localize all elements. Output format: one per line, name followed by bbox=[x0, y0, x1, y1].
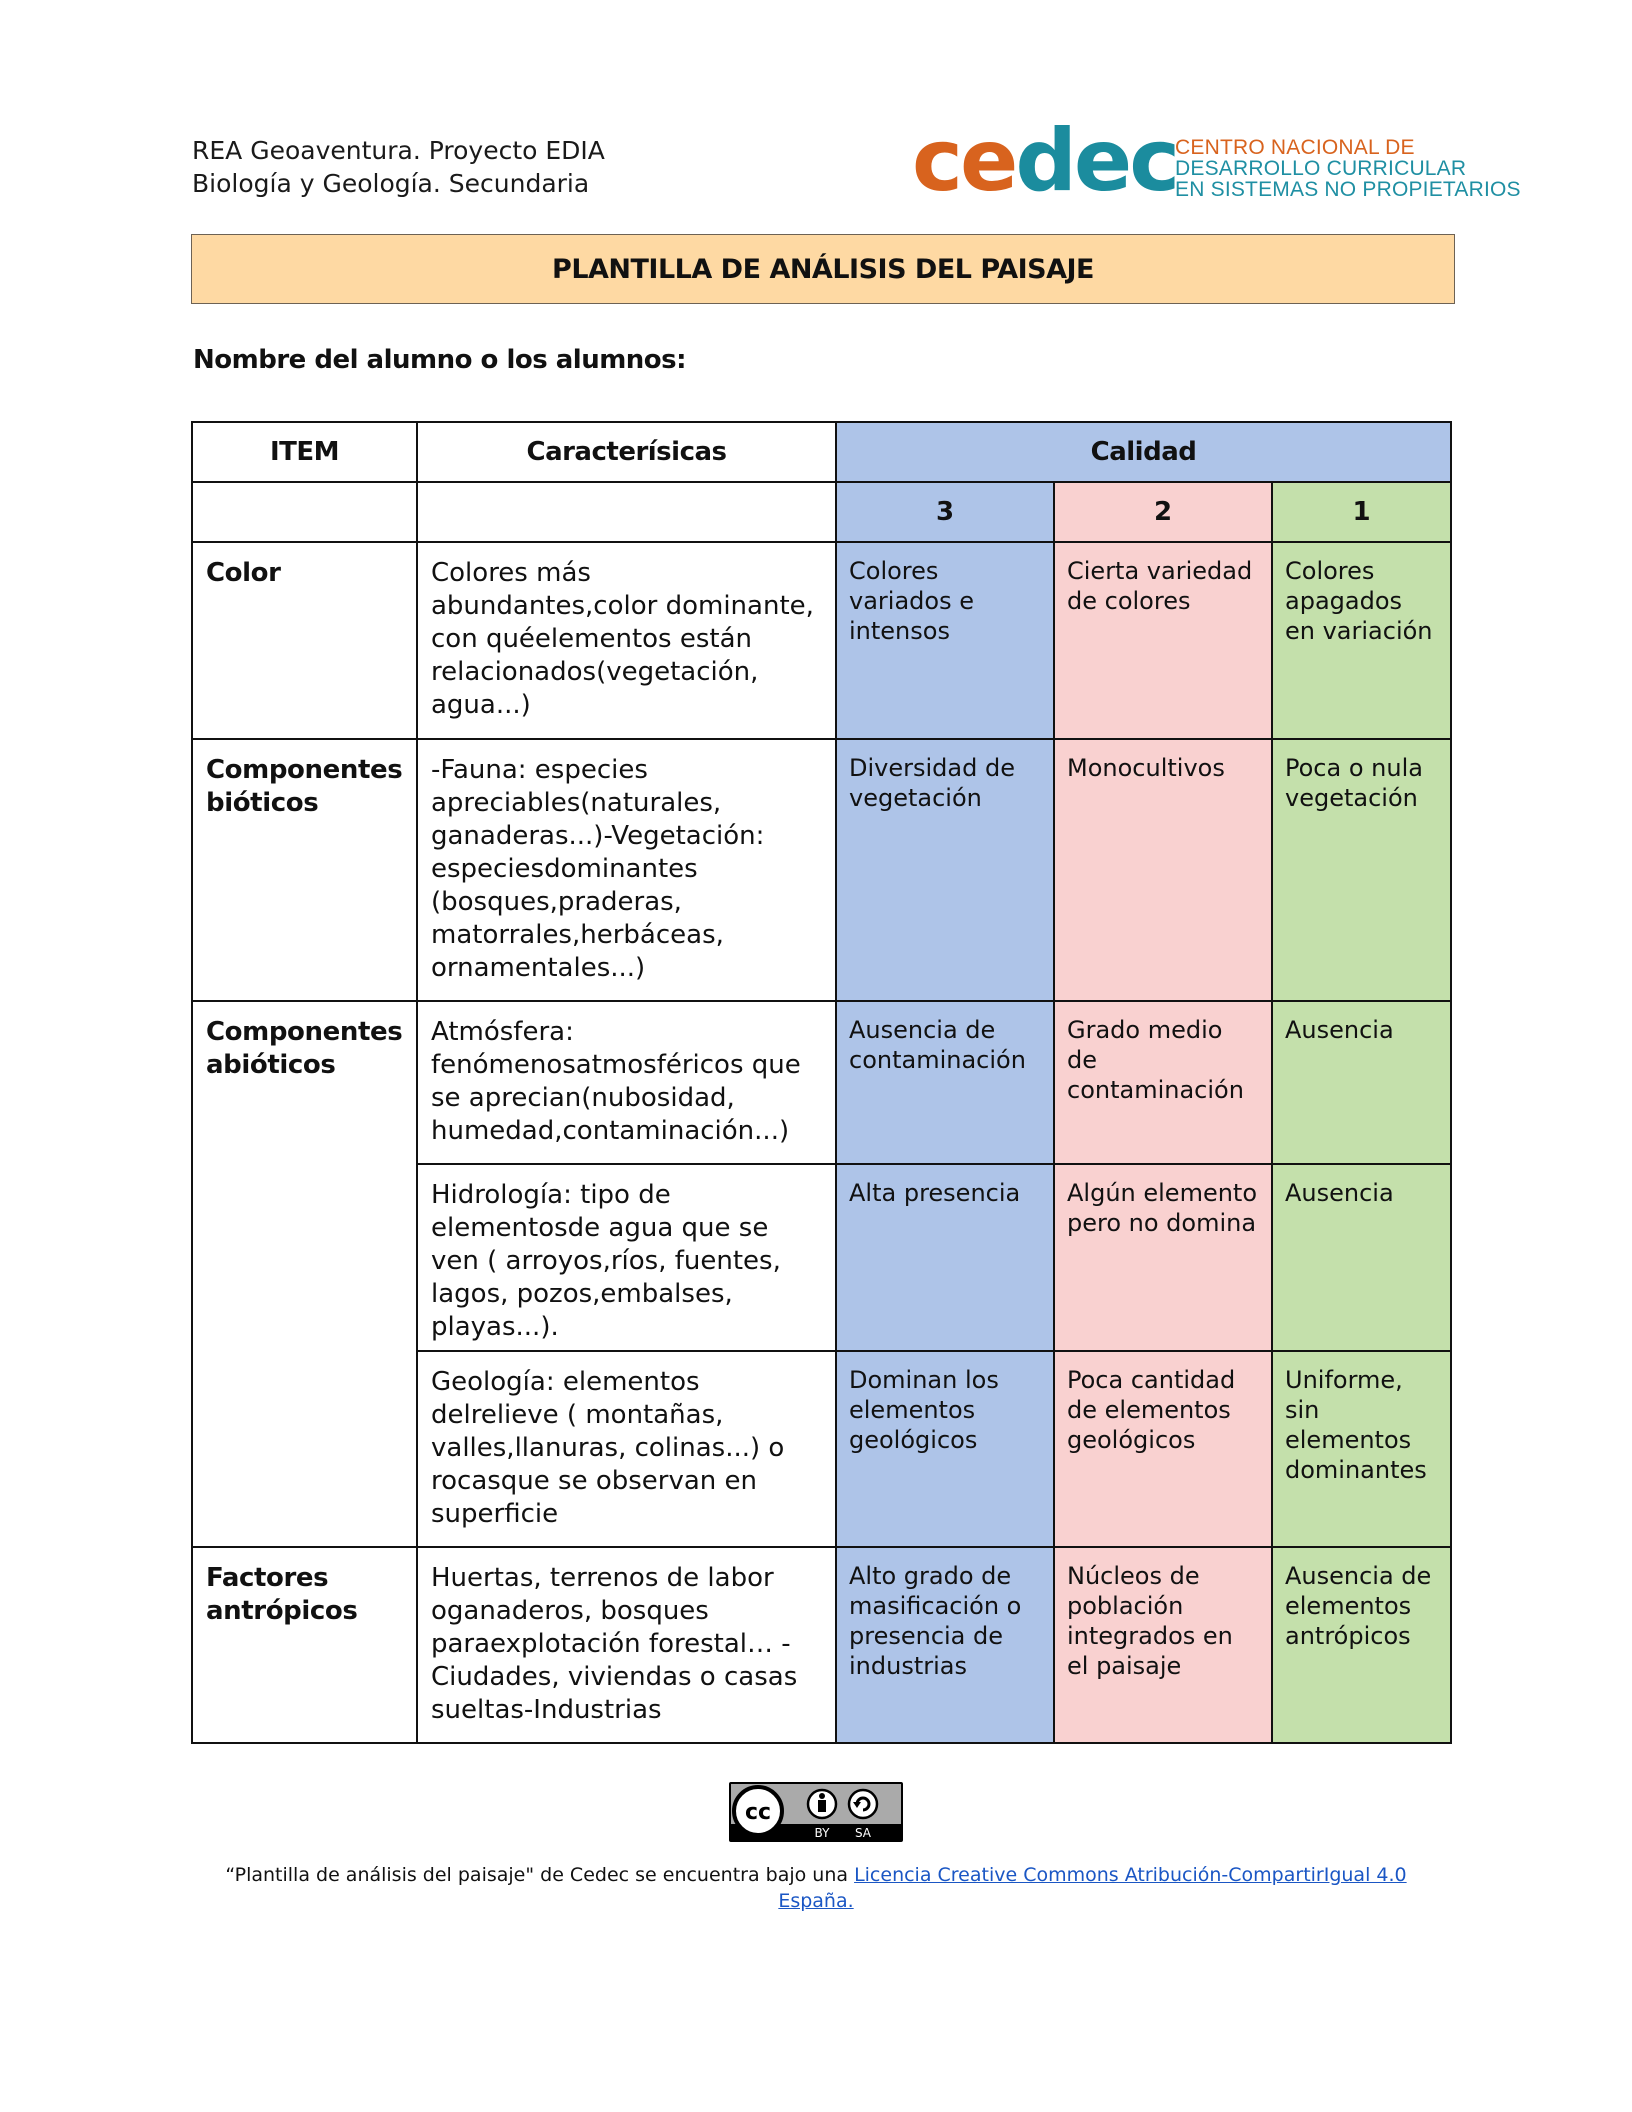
cedec-logo-subtitle bbox=[1175, 137, 1521, 200]
cedec-logo-wordmark bbox=[912, 111, 1178, 211]
document-header bbox=[192, 134, 605, 200]
table-header-row bbox=[192, 422, 1451, 482]
characteristics-cell: Colores más abundantes,color dominante, con quéelementos están relacionados(vegetación, agua...) bbox=[417, 542, 836, 739]
header-characteristics: Caracterísicas bbox=[417, 422, 836, 482]
svg-text:BY: BY bbox=[814, 1826, 830, 1840]
quality-1-cell: Ausencia de elementos antrópicos bbox=[1272, 1547, 1451, 1743]
table-row bbox=[192, 1001, 1451, 1164]
quality-2-cell: Monocultivos bbox=[1054, 739, 1272, 1001]
page-title: PLANTILLA DE ANÁLISIS DEL PAISAJE bbox=[191, 234, 1455, 304]
level-2: 2 bbox=[1054, 482, 1272, 542]
license-badge-wrapper bbox=[0, 1782, 1632, 1846]
logo-word-part2: dec bbox=[1015, 111, 1178, 211]
item-cell: Color bbox=[192, 542, 417, 739]
license-text-prefix: “Plantilla de análisis del paisaje" de Cedec se encuentra bajo una bbox=[225, 1864, 855, 1886]
svg-text:SA: SA bbox=[854, 1826, 872, 1840]
share-alike-icon bbox=[849, 1790, 877, 1818]
logo-sub-line1: CENTRO NACIONAL DE bbox=[1175, 136, 1415, 159]
levels-empty-cell bbox=[192, 482, 417, 542]
logo-sub-line3: EN SISTEMAS NO PROPIETARIOS bbox=[1175, 178, 1521, 201]
characteristics-cell: Huertas, terrenos de labor oganaderos, bosques paraexplotación forestal… -Ciudades, viviendas o casas sueltas-Industrias bbox=[417, 1547, 836, 1743]
quality-1-cell: Colores apagados en variación bbox=[1272, 542, 1451, 739]
quality-2-cell: Poca cantidad de elementos geológicos bbox=[1054, 1351, 1272, 1547]
student-names-label: Nombre del alumno o los alumnos: bbox=[193, 345, 687, 375]
levels-empty-cell bbox=[417, 482, 836, 542]
license-link[interactable]: Licencia Creative Commons Atribución-CompartirIgual 4.0 España. bbox=[778, 1864, 1407, 1912]
characteristics-cell: Atmósfera: fenómenosatmosféricos que se aprecian(nubosidad, humedad,contaminación...) bbox=[417, 1001, 836, 1164]
quality-2-cell: Cierta variedad de colores bbox=[1054, 542, 1272, 739]
landscape-rubric-table bbox=[191, 421, 1452, 1744]
header-item: ITEM bbox=[192, 422, 417, 482]
item-cell: Componentes bióticos bbox=[192, 739, 417, 1001]
quality-2-cell: Algún elemento pero no domina bbox=[1054, 1164, 1272, 1351]
quality-3-cell: Diversidad de vegetación bbox=[836, 739, 1054, 1001]
item-cell: Componentes abióticos bbox=[192, 1001, 417, 1547]
characteristics-cell: -Fauna: especies apreciables(naturales, ganaderas...)-Vegetación: especiesdominantes (bosques,praderas, matorrales,herbáceas, ornamentales...) bbox=[417, 739, 836, 1001]
header-project: REA Geoaventura. Proyecto EDIA bbox=[192, 136, 605, 165]
quality-3-cell: Colores variados e intensos bbox=[836, 542, 1054, 739]
table-row bbox=[192, 739, 1451, 1001]
characteristics-cell: Hidrología: tipo de elementosde agua que se ven ( arroyos,ríos, fuentes, lagos, pozos,embalses, playas...). bbox=[417, 1164, 836, 1351]
header-subject: Biología y Geología. Secundaria bbox=[192, 169, 590, 198]
quality-3-cell: Dominan los elementos geológicos bbox=[836, 1351, 1054, 1547]
level-3: 3 bbox=[836, 482, 1054, 542]
quality-3-cell: Ausencia de contaminación bbox=[836, 1001, 1054, 1164]
table-row bbox=[192, 1547, 1451, 1743]
quality-2-cell: Grado medio de contaminación bbox=[1054, 1001, 1272, 1164]
level-1: 1 bbox=[1272, 482, 1451, 542]
quality-1-cell: Ausencia bbox=[1272, 1164, 1451, 1351]
quality-3-cell: Alta presencia bbox=[836, 1164, 1054, 1351]
quality-1-cell: Uniforme, sin elementos dominantes bbox=[1272, 1351, 1451, 1547]
cc-by-sa-badge bbox=[729, 1782, 903, 1842]
header-quality: Calidad bbox=[836, 422, 1451, 482]
logo-sub-line2: DESARROLLO CURRICULAR bbox=[1175, 157, 1467, 180]
quality-1-cell: Poca o nula vegetación bbox=[1272, 739, 1451, 1001]
logo-word-part1: ce bbox=[912, 111, 1016, 211]
license-statement bbox=[200, 1862, 1432, 1914]
quality-3-cell: Alto grado de masificación o presencia de industrias bbox=[836, 1547, 1054, 1743]
quality-1-cell: Ausencia bbox=[1272, 1001, 1451, 1164]
table-row bbox=[192, 542, 1451, 739]
quality-levels-row bbox=[192, 482, 1451, 542]
characteristics-cell: Geología: elementos delrelieve ( montañas, valles,llanuras, colinas...) o rocasque se observan en superficie bbox=[417, 1351, 836, 1547]
item-cell: Factores antrópicos bbox=[192, 1547, 417, 1743]
svg-text:cc: cc bbox=[744, 1800, 772, 1825]
quality-2-cell: Núcleos de población integrados en el paisaje bbox=[1054, 1547, 1272, 1743]
